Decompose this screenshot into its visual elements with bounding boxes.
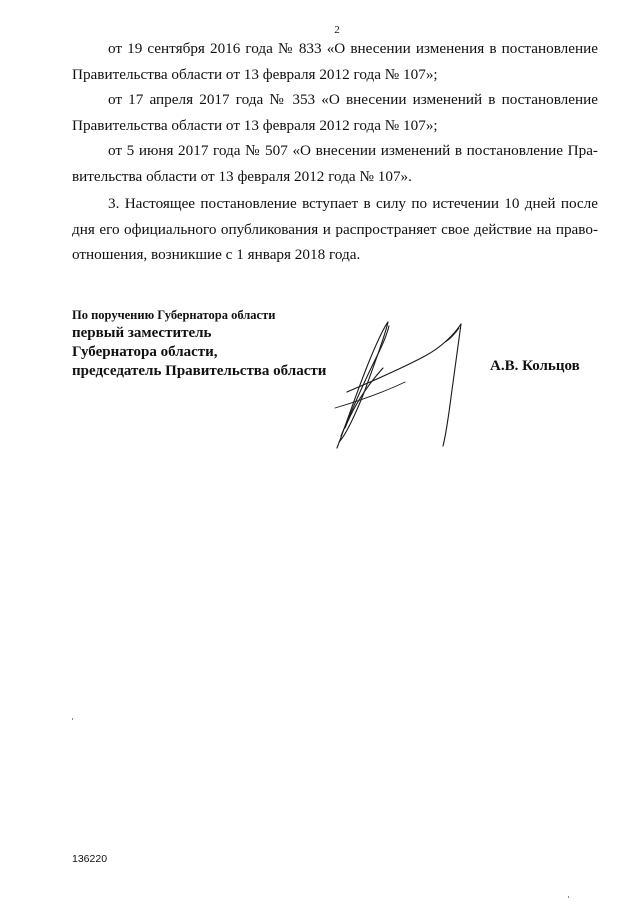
handwritten-signature <box>325 312 475 462</box>
paragraph-line: дня его официального опубликования и распространяет свое действие на право- <box>72 220 598 238</box>
paragraph-line: от 17 апреля 2017 года № 353 «О внесении изменений в постановление <box>108 91 598 108</box>
document-body <box>72 36 598 268</box>
paragraph-effective-date <box>72 191 598 268</box>
signer-title-line: первый заместитель <box>72 325 212 341</box>
page-number: 2 <box>334 24 340 36</box>
paragraph-line: отношения, возникшие с 1 января 2018 года. <box>72 246 361 263</box>
paragraph-line: 3. Настоящее постановление вступает в силу по истечении 10 дней после <box>108 195 598 212</box>
paragraph-decree-833 <box>72 36 598 87</box>
signer-title-line: Губернатора области, <box>72 344 218 360</box>
paragraph-line: Правительства области от 13 февраля 2012 года № 107»; <box>72 65 438 83</box>
scan-speck <box>568 896 569 898</box>
document-code: 136220 <box>72 853 108 865</box>
paragraph-line: Правительства области от 13 февраля 2012 года № 107»; <box>72 116 438 134</box>
paragraph-line: от 19 сентября 2016 года № 833 «О внесении изменения в постановление <box>108 40 598 57</box>
paragraph-decree-507 <box>72 138 598 189</box>
signer-title-line: председатель Правительства области <box>72 363 327 379</box>
paragraph-decree-353 <box>72 87 598 138</box>
paragraph-line: от 5 июня 2017 года № 507 «О внесении изменений в постановление Пра- <box>108 142 598 159</box>
signer-name: А.В. Кольцов <box>490 358 580 374</box>
scan-speck <box>72 718 73 720</box>
paragraph-line: вительства области от 13 февраля 2012 года № 107». <box>72 167 412 185</box>
authority-line: По поручению Губернатора области <box>72 308 276 322</box>
